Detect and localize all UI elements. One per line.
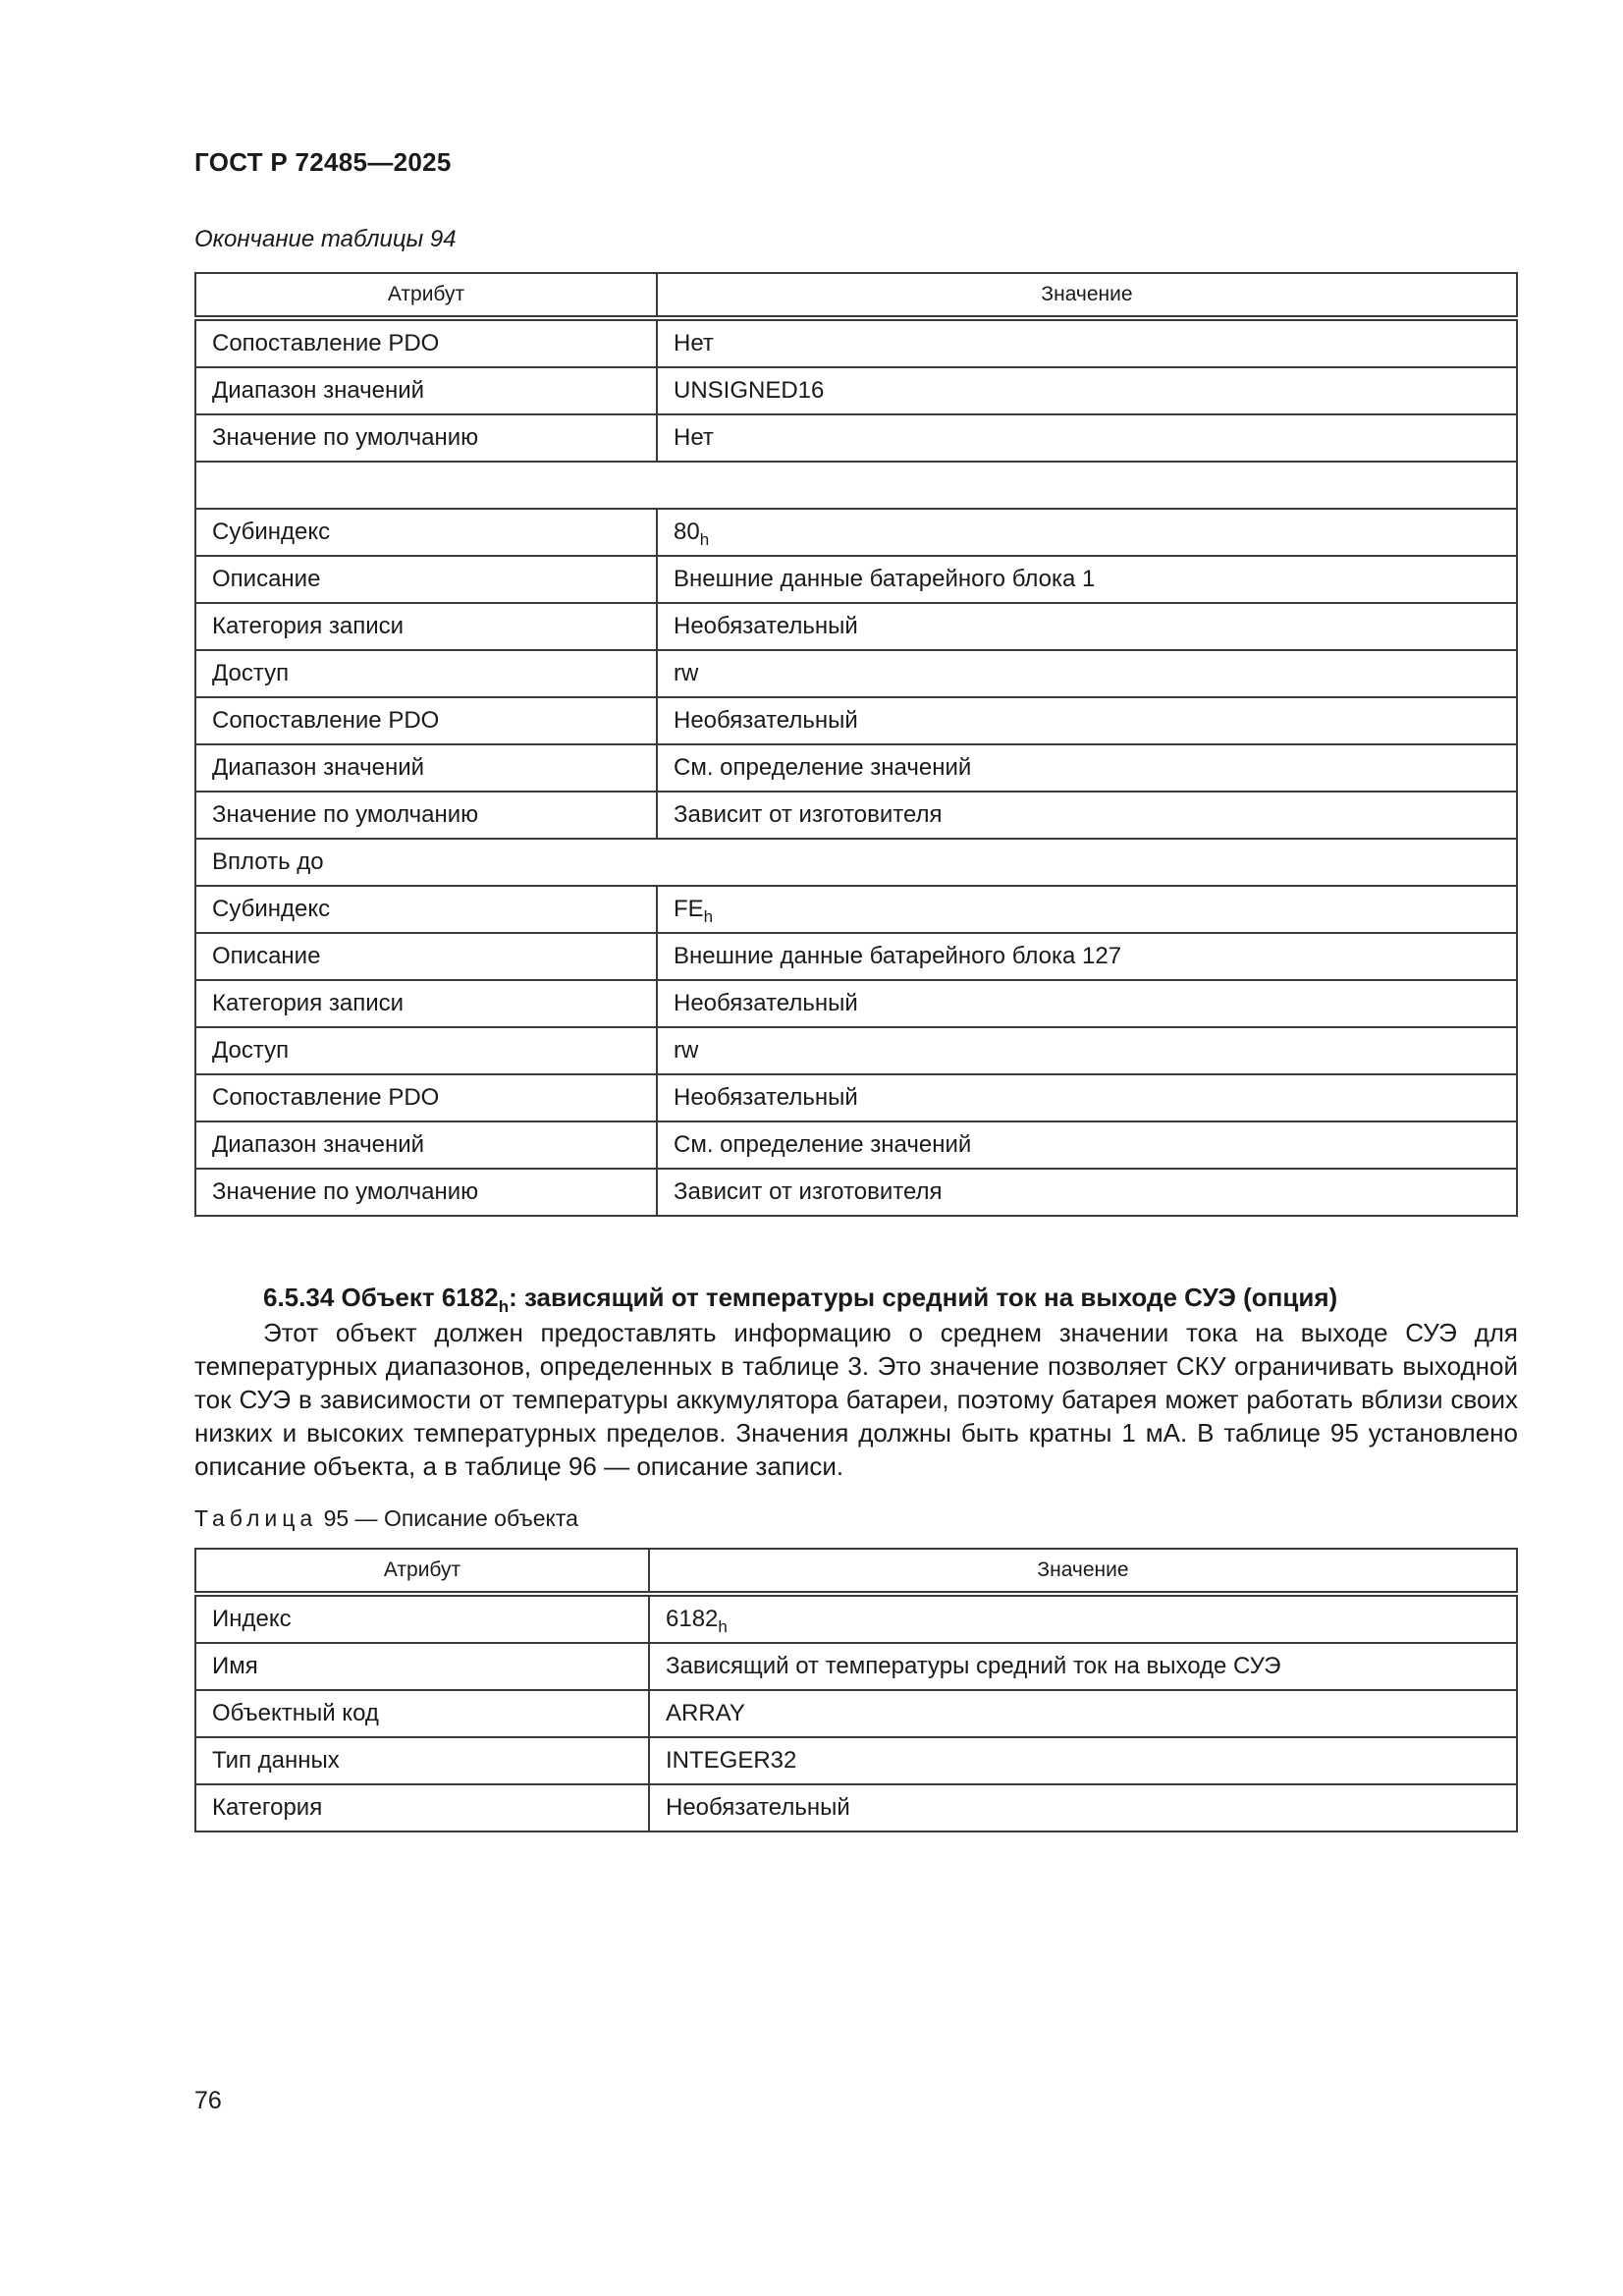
- attribute-cell: Доступ: [195, 1027, 657, 1074]
- value-text: Необязательный: [674, 613, 858, 639]
- heading-subscript: h: [498, 1297, 510, 1316]
- caption-label: Таблица: [194, 1505, 318, 1531]
- value-text: Нет: [674, 424, 714, 451]
- table-row: [195, 1074, 1517, 1121]
- attribute-cell: Тип данных: [195, 1737, 649, 1784]
- table-94-continuation-caption: Окончание таблицы 94: [194, 226, 457, 252]
- table-row: [195, 933, 1517, 980]
- attribute-cell: Значение по умолчанию: [195, 1169, 657, 1216]
- table-row: [195, 603, 1517, 650]
- column-header-attribute: Атрибут: [195, 1549, 649, 1594]
- value-cell: [657, 318, 1517, 367]
- value-text: Внешние данные батарейного блока 127: [674, 943, 1122, 969]
- value-text: См. определение значений: [674, 1131, 972, 1158]
- value-cell: [657, 980, 1517, 1027]
- value-cell: [657, 792, 1517, 839]
- value-text: ARRAY: [666, 1700, 745, 1726]
- table-row: [195, 318, 1517, 367]
- paragraph-text: Этот объект должен предоставлять информацию о среднем значении тока на выходе СУЭ для температурных диапазонов, определенных в таблице 3. Это значение позволяет СКУ ограничивать выходной ток СУЭ в зависимости от температуры аккумулятора батареи, поэтому батарея может работать вблизи своих низких и высоких температурных пределов. Значения должны быть кратны 1 мА. В таблице 95 установлено описание объекта, а в таблице 96 — описание записи.: [194, 1318, 1518, 1481]
- caption-text: 95 — Описание объекта: [317, 1505, 578, 1531]
- value-cell: [657, 744, 1517, 792]
- table-row: [195, 367, 1517, 414]
- table-row: [195, 839, 1517, 886]
- table-row: [195, 980, 1517, 1027]
- attribute-cell: Сопоставление PDO: [195, 1074, 657, 1121]
- value-text: Зависящий от температуры средний ток на выходе СУЭ: [666, 1653, 1281, 1679]
- page-number: 76: [194, 2087, 222, 2114]
- empty-cell: [195, 462, 1517, 509]
- attribute-cell: Сопоставление PDO: [195, 697, 657, 744]
- value-cell: [657, 886, 1517, 933]
- document-header: ГОСТ Р 72485—2025: [194, 147, 452, 177]
- table-row: [195, 556, 1517, 603]
- attribute-cell: Диапазон значений: [195, 744, 657, 792]
- value-cell: [657, 603, 1517, 650]
- table-row: [195, 792, 1517, 839]
- spanning-cell: Вплоть до: [195, 839, 1517, 886]
- value-cell: [657, 697, 1517, 744]
- value-cell: [649, 1643, 1517, 1690]
- table-row: [195, 414, 1517, 462]
- table-row: [195, 744, 1517, 792]
- value-subscript: h: [718, 1617, 728, 1636]
- column-header-value: Значение: [657, 273, 1517, 318]
- attribute-cell: Категория записи: [195, 603, 657, 650]
- section-heading: [263, 1283, 1338, 1316]
- table-row: [195, 1027, 1517, 1074]
- attribute-cell: Категория: [195, 1784, 649, 1831]
- value-text: См. определение значений: [674, 754, 972, 781]
- value-text: rw: [674, 660, 699, 686]
- attribute-cell: Субиндекс: [195, 886, 657, 933]
- table-row: [195, 1690, 1517, 1737]
- table-row: [195, 697, 1517, 744]
- heading-text: 6.5.34 Объект 6182: [263, 1283, 499, 1312]
- table-95: [194, 1548, 1518, 1832]
- value-text: Зависит от изготовителя: [674, 801, 943, 828]
- table-row: [195, 1594, 1517, 1643]
- column-header-value: Значение: [649, 1549, 1517, 1594]
- section-paragraph: [194, 1316, 1518, 1483]
- table-row: [195, 650, 1517, 697]
- heading-text-rest: : зависящий от температуры средний ток на выходе СУЭ (опция): [509, 1283, 1338, 1312]
- value-text: Необязательный: [674, 990, 858, 1016]
- attribute-cell: Доступ: [195, 650, 657, 697]
- value-cell: [649, 1784, 1517, 1831]
- value-cell: [657, 1074, 1517, 1121]
- attribute-cell: Значение по умолчанию: [195, 414, 657, 462]
- attribute-cell: Описание: [195, 556, 657, 603]
- value-cell: [657, 556, 1517, 603]
- value-text: FE: [674, 896, 704, 922]
- table-95-caption: [194, 1505, 578, 1532]
- value-cell: [657, 414, 1517, 462]
- attribute-cell: Диапазон значений: [195, 367, 657, 414]
- value-text: Зависит от изготовителя: [674, 1178, 943, 1205]
- table-row: [195, 509, 1517, 556]
- value-cell: [649, 1690, 1517, 1737]
- table-94: [194, 272, 1518, 1217]
- table-row: [195, 1737, 1517, 1784]
- value-text: Необязательный: [666, 1794, 850, 1821]
- value-cell: [649, 1737, 1517, 1784]
- value-text: UNSIGNED16: [674, 377, 825, 404]
- value-subscript: h: [703, 907, 714, 926]
- attribute-cell: Субиндекс: [195, 509, 657, 556]
- value-cell: [657, 1121, 1517, 1169]
- value-cell: [657, 509, 1517, 556]
- table-row: [195, 886, 1517, 933]
- attribute-cell: Имя: [195, 1643, 649, 1690]
- table-row: [195, 1643, 1517, 1690]
- attribute-cell: Описание: [195, 933, 657, 980]
- table-row: [195, 1784, 1517, 1831]
- attribute-cell: Сопоставление PDO: [195, 318, 657, 367]
- attribute-cell: Индекс: [195, 1594, 649, 1643]
- value-cell: [657, 1027, 1517, 1074]
- table-row: [195, 1169, 1517, 1216]
- value-text: 6182: [666, 1606, 719, 1632]
- attribute-cell: Значение по умолчанию: [195, 792, 657, 839]
- table-header-row: [195, 273, 1517, 318]
- value-text: Внешние данные батарейного блока 1: [674, 566, 1096, 592]
- table-header-row: [195, 1549, 1517, 1594]
- value-text: rw: [674, 1037, 699, 1064]
- attribute-cell: Объектный код: [195, 1690, 649, 1737]
- value-cell: [649, 1594, 1517, 1643]
- value-cell: [657, 933, 1517, 980]
- attribute-cell: Категория записи: [195, 980, 657, 1027]
- value-text: Необязательный: [674, 707, 858, 734]
- value-cell: [657, 1169, 1517, 1216]
- column-header-attribute: Атрибут: [195, 273, 657, 318]
- value-cell: [657, 650, 1517, 697]
- table-row: [195, 1121, 1517, 1169]
- value-text: 80: [674, 519, 700, 545]
- attribute-cell: Диапазон значений: [195, 1121, 657, 1169]
- value-text: Нет: [674, 330, 714, 356]
- value-text: INTEGER32: [666, 1747, 797, 1774]
- value-text: Необязательный: [674, 1084, 858, 1111]
- empty-separator-row: [195, 462, 1517, 509]
- value-subscript: h: [699, 530, 710, 549]
- value-cell: [657, 367, 1517, 414]
